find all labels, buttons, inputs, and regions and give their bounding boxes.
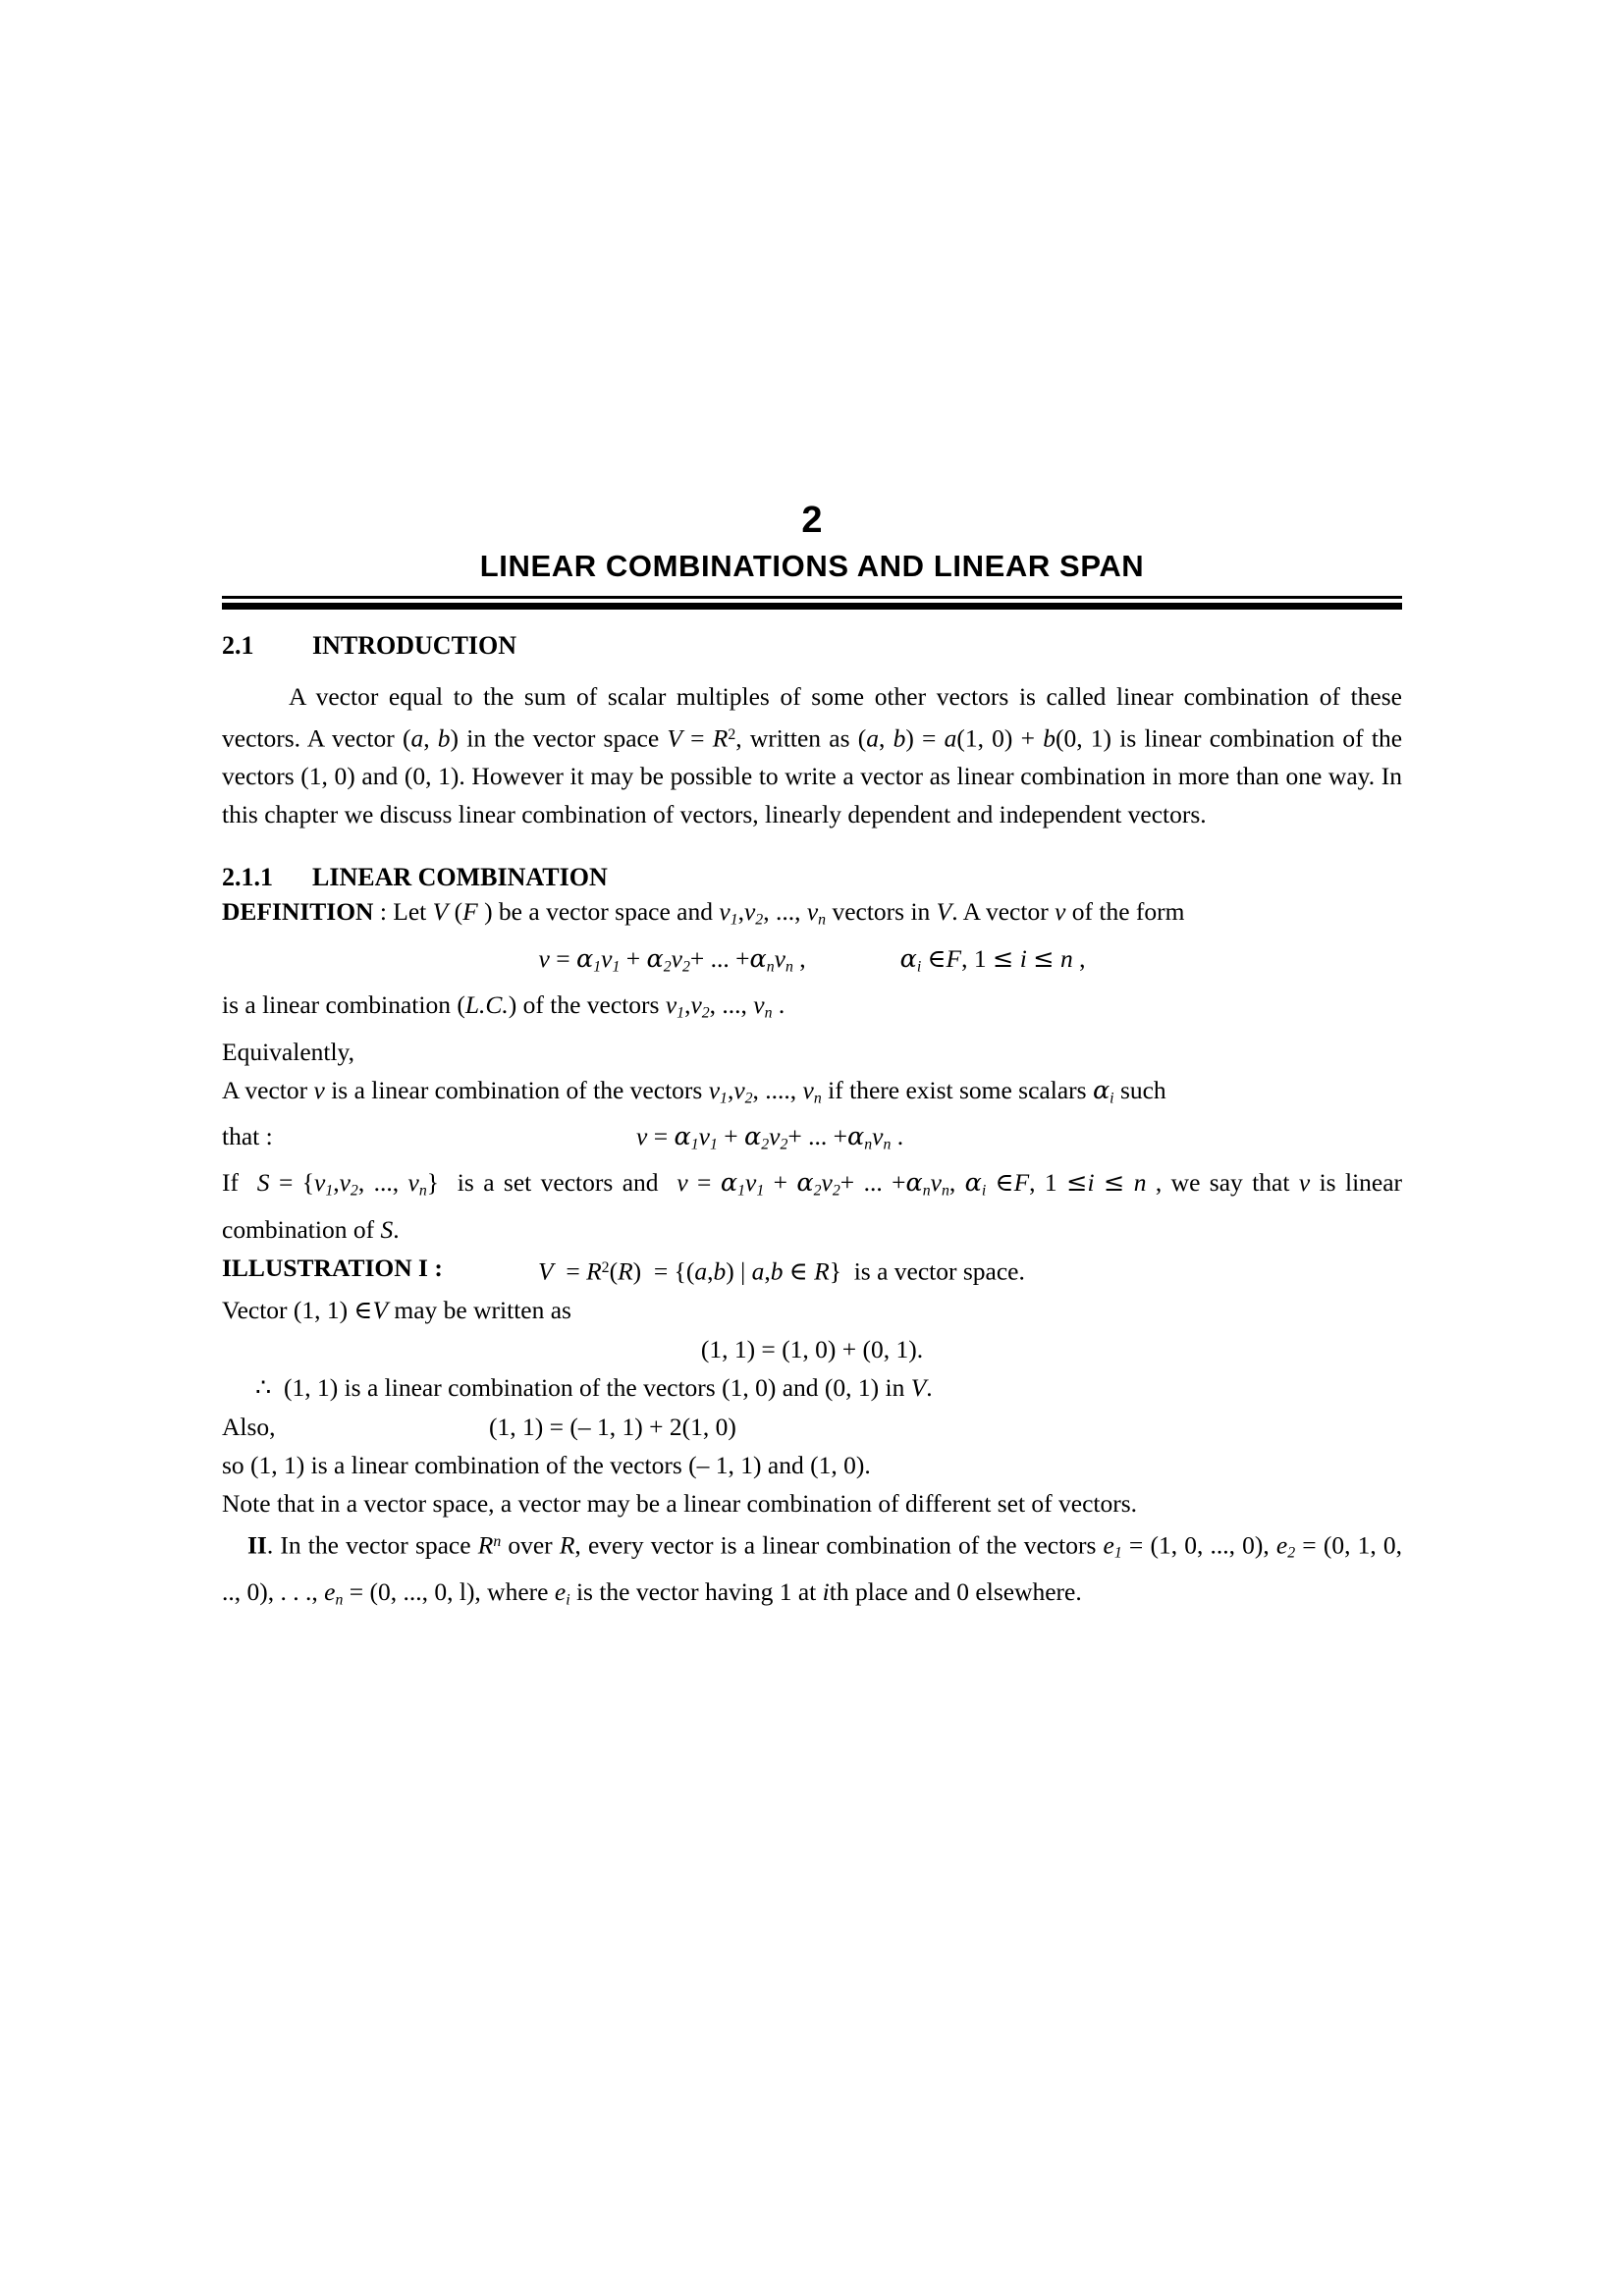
illus2-text4: = (1, 0, ..., 0),	[1121, 1530, 1276, 1560]
def-var-V: V	[432, 897, 449, 927]
therefore-text-1: (1, 1) is a linear combination of the vectors (1, 0) and (0, 1) in	[271, 1373, 911, 1403]
section-number-2-1: 2.1	[222, 631, 254, 660]
set-middle: is a set vectors and	[439, 1168, 677, 1198]
set-equation: $v = \alpha_1v_1 + \alpha_2v_2+$ ... $+\alpha_nv_n$	[677, 1168, 949, 1200]
illus2-text1: . In the vector space	[266, 1530, 478, 1560]
def-paren-open: (	[448, 897, 463, 927]
equivalent-definition-equation-row	[222, 1117, 1402, 1163]
set-tail-1: , we say that	[1146, 1168, 1299, 1198]
illustration-vector-line	[222, 1291, 1402, 1330]
def-var-v2: v	[743, 897, 756, 927]
set-var-S2: S	[380, 1214, 394, 1244]
intro-text-part4: =	[681, 723, 713, 753]
that-label: that :	[222, 1121, 273, 1150]
def-sub-n: n	[818, 911, 827, 929]
intro-text-part5: , written as (	[735, 723, 867, 753]
intro-var-a2: a	[866, 723, 879, 753]
def-closing-text1: is a linear combination (	[222, 990, 465, 1020]
illus-vec-text2: may be written as	[388, 1296, 571, 1325]
def-var-vn: v	[806, 897, 819, 927]
definition-equation: $v = \alpha_1v_1 + \alpha_2v_2+$ ... $+\alpha_nv_n$ ,	[538, 943, 806, 976]
illus2-var-ei: e	[554, 1576, 567, 1606]
def-comma1: ,	[737, 897, 744, 927]
set-condition: $\alpha_i$ ∈F, 1 ≤i ≤ n	[964, 1168, 1147, 1200]
introduction-paragraph	[222, 677, 1402, 833]
set-period: .	[393, 1214, 400, 1244]
illus2-exp-n: n	[493, 1533, 502, 1551]
set-statement-paragraph	[222, 1163, 1402, 1248]
set-tail-2: is linear combination of	[222, 1168, 1403, 1244]
chapter-title: LINEAR COMBINATIONS AND LINEAR SPAN	[479, 549, 1145, 583]
set-body: {$v_1,v_2$, ..., $v_n$}	[301, 1168, 439, 1200]
def-var-v1: v	[719, 897, 731, 927]
def-closing-text2: ) of the vectors	[508, 990, 666, 1020]
illustration-equation-1-row	[222, 1330, 1402, 1368]
intro-var-R: R	[712, 723, 729, 753]
header-divider	[222, 596, 1402, 610]
illus2-var-R: R	[477, 1530, 494, 1560]
section-heading-linear-combination	[222, 863, 1402, 892]
equivalent-definition-equation: $v = \alpha_1v_1 + \alpha_2v_2+$ ... $+\alpha_nv_n$ .	[636, 1121, 904, 1153]
def-text-2: vectors in	[826, 897, 937, 927]
set-equals: =	[269, 1168, 302, 1198]
equivalent-definition-paragraph: A vector v is a linear combination of the vectors $v_1,v_2$, ...., $v_n$ if there exist some scalars $\alpha_i$ such	[222, 1075, 1166, 1106]
def-var-v: v	[1055, 897, 1066, 927]
definition-closing-line: is a linear combination (L.C.) of the vectors $v_1,v_2$, ..., $v_n$ .	[222, 990, 785, 1022]
divider-rule-thick	[222, 603, 1402, 610]
illus-var-V: V	[372, 1296, 389, 1325]
intro-text-part9: (0, 1) is linear combination of the vectors (1, 0) and (0, 1). However it may be possible to write a vector as linear combination in more than one way. In this chapter we discuss linear combination of vectors, linearly dependent and independent vectors.	[222, 723, 1403, 829]
eqdef-text2: is a linear combination of the vectors	[324, 1075, 709, 1104]
illus2-var-e1: e	[1103, 1530, 1114, 1560]
illustration-so-line: so (1, 1) is a linear combination of the vectors (– 1, 1) and (1, 0).	[222, 1451, 871, 1480]
definition-colon: : Let	[373, 897, 433, 927]
therefore-period: .	[926, 1373, 933, 1403]
illustration-note-line: Note that in a vector space, a vector may be a linear combination of different set of vectors.	[222, 1489, 1138, 1519]
intro-exp-2: 2	[728, 726, 736, 743]
illus2-var-e2: e	[1275, 1530, 1288, 1560]
intro-text-part3: ) in the vector space	[450, 723, 668, 753]
illus2-var-R2: R	[559, 1530, 575, 1560]
intro-text-part7: ) =	[905, 723, 945, 753]
equivalently-label: Equivalently,	[222, 1037, 355, 1066]
intro-var-a3: a	[944, 723, 957, 753]
illustration-two-label: II	[247, 1530, 267, 1560]
chapter-number: 2	[801, 500, 823, 541]
section-heading-introduction	[222, 631, 1402, 661]
illus2-text3: , every vector is a linear combination of the vectors	[574, 1530, 1104, 1560]
intro-var-b2: b	[893, 723, 906, 753]
def-ellipsis: , ...,	[763, 897, 807, 927]
def-sub-1: 1	[730, 911, 738, 929]
set-name-S: S	[256, 1168, 270, 1198]
set-var-v: v	[1298, 1168, 1311, 1198]
intro-var-V: V	[667, 723, 682, 753]
intro-text-part8: (1, 0) +	[956, 723, 1044, 753]
therefore-icon: ∴	[255, 1373, 272, 1404]
page-content	[222, 0, 1402, 1619]
set-comma: ,	[948, 1168, 965, 1198]
also-label: Also,	[222, 1413, 276, 1442]
def-text-1: ) be a vector space and	[477, 897, 720, 927]
illustration-heading-row	[222, 1249, 1402, 1291]
section-number-2-1-1: 2.1.1	[222, 863, 273, 892]
set-prefix: If	[222, 1168, 257, 1198]
illus2-var-i: i	[822, 1576, 830, 1606]
eqdef-text1: A vector	[222, 1075, 314, 1104]
illustration-two-paragraph: II. In the vector space $R^n$ over R, every vector is a linear combination of the vectors $e_1 = (1$, 0, ..., 0), $e_2 = (0$, 1, 0, .., 0), . . ., $e_n = (0$, ..., 0, l), where $e_i$ is the vector having 1 at ith place and 0 elsewhere.	[222, 1530, 1403, 1609]
def-LC: L.C.	[464, 990, 509, 1020]
section-title-linear-combination: LINEAR COMBINATION	[312, 863, 608, 892]
illustration-therefore-line	[222, 1368, 1402, 1408]
definition-condition: $\alpha_i$ ∈F, 1 ≤ i ≤ n ,	[899, 943, 1086, 976]
definition-line	[222, 892, 1402, 938]
illustration-equation-2: (1, 1) = (– 1, 1) + 2(1, 0)	[489, 1413, 736, 1442]
def-closing-period: .	[772, 990, 785, 1020]
intro-var-b: b	[437, 723, 451, 753]
element-of-icon: ∈	[353, 1296, 373, 1326]
def-text-4: of the form	[1065, 897, 1185, 927]
def-var-F: F	[462, 897, 478, 927]
illus2-var-en: e	[324, 1576, 336, 1606]
illus2-text5: = (0, 1, 0, .., 0), . . .,	[222, 1530, 1403, 1606]
definition-equation-row	[222, 939, 1402, 986]
def-var-V2: V	[936, 897, 952, 927]
intro-var-b3: b	[1043, 723, 1056, 753]
illus2-text8: th place and 0 elsewhere.	[829, 1576, 1082, 1606]
illus2-text6: = (0, ..., 0, l), where	[343, 1576, 555, 1606]
def-sub-2: 2	[755, 911, 764, 929]
intro-text-part1: A vector equal to the sum of scalar multiples of some other vectors is called linear combination of these vectors. A vector (	[222, 682, 1402, 753]
illustration-label: ILLUSTRATION I :	[222, 1253, 443, 1282]
def-text-3: . A vector	[951, 897, 1056, 927]
intro-text-part2: ,	[423, 723, 438, 753]
illus-vec-text1: Vector (1, 1)	[222, 1296, 354, 1325]
illustration-equation-1: (1, 1) = (1, 0) + (0, 1).	[700, 1335, 924, 1364]
intro-text-part6: ,	[878, 723, 893, 753]
illustration-equation: $V = R^2(R) = \{(a,b)$ | a,b ∈ R} is a vector space.	[538, 1256, 1025, 1287]
illustration-also-row	[222, 1408, 1402, 1446]
illus2-text2: over	[501, 1530, 560, 1560]
intro-var-a: a	[410, 723, 424, 753]
illus2-text7: is the vector having 1 at	[569, 1576, 823, 1606]
definition-label: DEFINITION	[222, 897, 374, 927]
therefore-var-V: V	[910, 1373, 927, 1403]
eqdef-text3: if there exist some scalars	[821, 1075, 1093, 1104]
section-title-introduction: INTRODUCTION	[312, 631, 517, 660]
eqdef-text4: such	[1113, 1075, 1166, 1104]
eqdef-alpha: α	[1092, 1075, 1110, 1105]
eqdef-var-v: v	[313, 1075, 325, 1104]
